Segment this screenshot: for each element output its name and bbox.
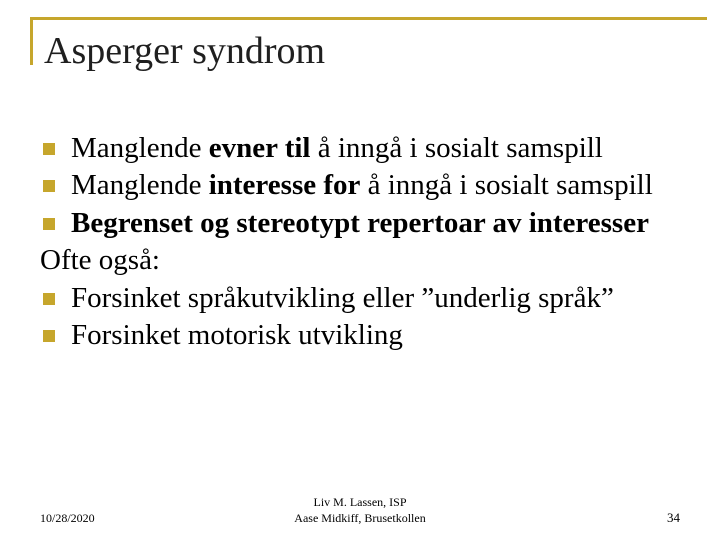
- bullet-line-5: [40, 317, 700, 354]
- square-bullet-icon: [43, 218, 55, 230]
- bullet-line-3: [40, 205, 700, 242]
- square-bullet-icon: [43, 330, 55, 342]
- square-bullet-icon: [43, 143, 55, 155]
- bullet-line-2: [40, 167, 700, 204]
- bullet-line-4: [40, 280, 700, 317]
- subheading-line: Ofte også:: [40, 244, 160, 277]
- bullet-2-text: Manglende: [71, 169, 209, 202]
- bullet-2-emphasis: interesse for: [208, 169, 361, 202]
- footer-author-line-2: Aase Midkiff, Brusetkollen: [294, 511, 426, 525]
- footer-author: [240, 494, 480, 526]
- bullet-1-emphasis: evner til: [208, 132, 311, 164]
- bullet-1-text: Manglende: [71, 132, 209, 164]
- bullet-4-text: Forsinket språkutvikling eller ”underlig språk”: [71, 281, 614, 314]
- bullet-3-emphasis: Begrenset og stereotypt repertoar av interesser: [71, 206, 649, 239]
- bullet-5-text: Forsinket motorisk utvikling: [71, 319, 403, 352]
- bullet-2-rest: å inngå i sosialt samspill: [360, 169, 653, 202]
- footer-date: 10/28/2020: [40, 511, 95, 525]
- bullet-1-rest: å inngå i sosialt samspill: [310, 132, 603, 164]
- slide-body: [40, 130, 700, 354]
- footer-page-number: 34: [667, 510, 680, 525]
- square-bullet-icon: [43, 180, 55, 192]
- square-bullet-icon: [43, 293, 55, 305]
- bullet-line-1: [40, 130, 700, 167]
- slide-title: Asperger syndrom: [44, 30, 326, 72]
- title-frame-left-border: [30, 17, 33, 65]
- title-frame-top-border: [30, 17, 707, 20]
- footer-author-line-1: Liv M. Lassen, ISP: [313, 495, 407, 509]
